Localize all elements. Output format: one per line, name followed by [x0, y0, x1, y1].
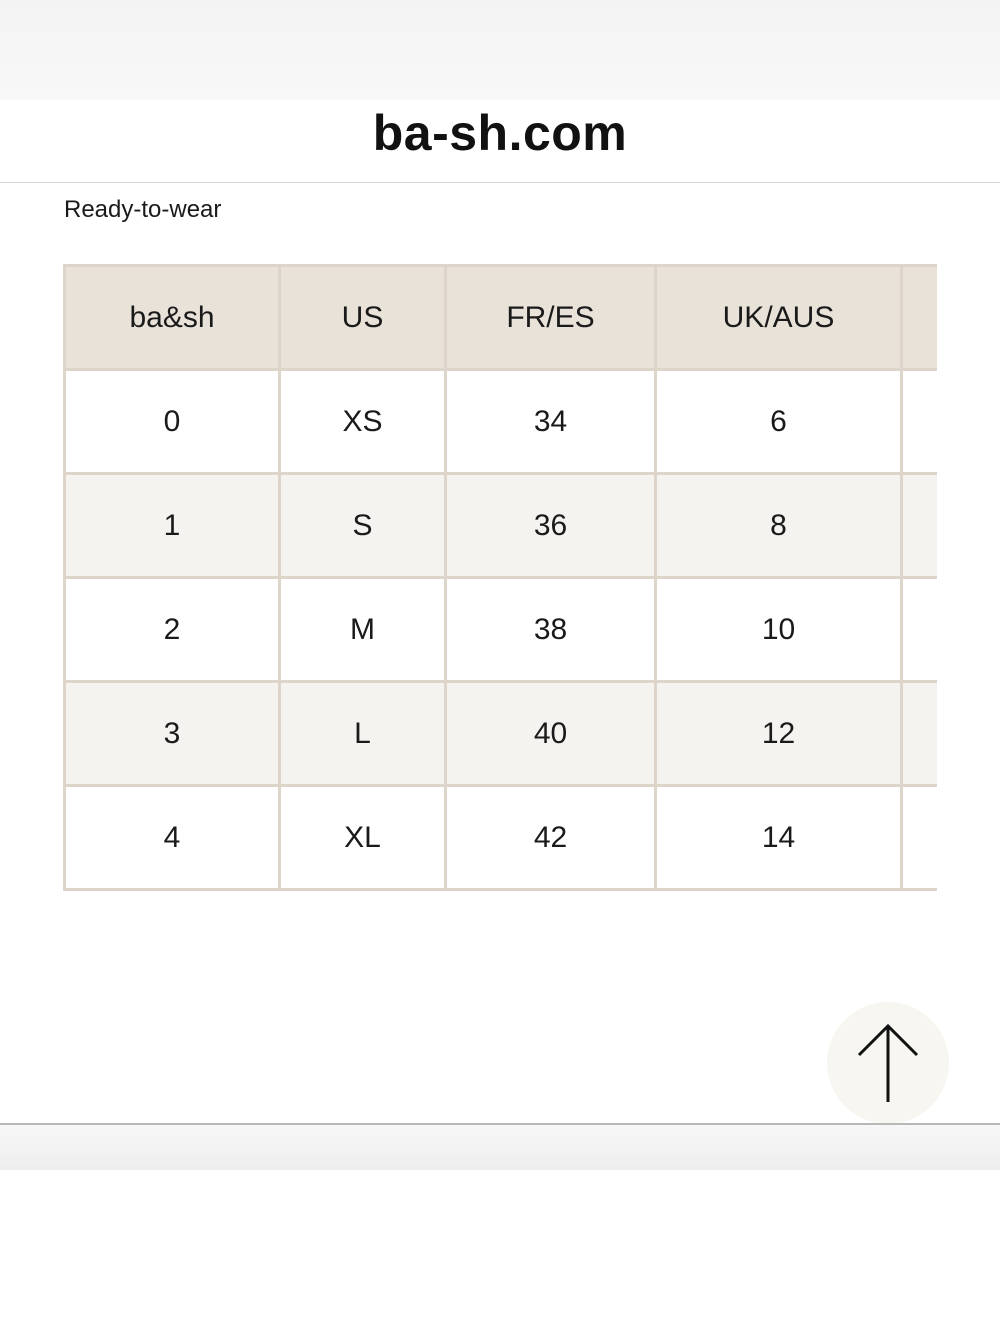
table-cell: 3	[65, 682, 280, 786]
header-us: US	[280, 266, 446, 370]
table-row	[65, 786, 938, 890]
table-cell	[902, 682, 938, 786]
url-text[interactable]: ba-sh.com	[372, 105, 628, 161]
table-cell	[902, 474, 938, 578]
scroll-to-top-button[interactable]	[827, 1002, 949, 1124]
table-cell: 42	[446, 786, 656, 890]
table-header-row	[65, 266, 938, 370]
arrow-up-icon	[853, 1022, 923, 1104]
table-cell: 1	[65, 474, 280, 578]
header-uk-aus: UK/AUS	[656, 266, 902, 370]
table-cell: L	[280, 682, 446, 786]
table-row	[65, 682, 938, 786]
table-cell: XL	[280, 786, 446, 890]
table-cell	[902, 786, 938, 890]
size-conversion-table	[63, 264, 937, 891]
table-cell: 12	[656, 682, 902, 786]
table-cell: 2	[65, 578, 280, 682]
table-cell: XS	[280, 370, 446, 474]
table-cell: 36	[446, 474, 656, 578]
table-row	[65, 474, 938, 578]
table-cell: 34	[446, 370, 656, 474]
table-cell: 8	[656, 474, 902, 578]
header-bash: ba&sh	[65, 266, 280, 370]
table-cell: 40	[446, 682, 656, 786]
table-cell	[902, 578, 938, 682]
status-bar-area	[0, 0, 1000, 100]
table-cell: 4	[65, 786, 280, 890]
table-cell: S	[280, 474, 446, 578]
table-cell: 0	[65, 370, 280, 474]
table-row	[65, 370, 938, 474]
table-cell	[902, 370, 938, 474]
table-cell: 38	[446, 578, 656, 682]
header-fr-es: FR/ES	[446, 266, 656, 370]
table-cell: 6	[656, 370, 902, 474]
table-cell: 10	[656, 578, 902, 682]
table-row	[65, 578, 938, 682]
table-cell: 14	[656, 786, 902, 890]
browser-url-bar[interactable]	[0, 100, 1000, 183]
header-clipped	[902, 266, 938, 370]
table-cell: M	[280, 578, 446, 682]
size-table-scroll-container[interactable]	[63, 264, 937, 910]
bottom-toolbar-shade	[0, 1125, 1000, 1170]
modal-subtitle: Ready-to-wear	[64, 196, 222, 223]
